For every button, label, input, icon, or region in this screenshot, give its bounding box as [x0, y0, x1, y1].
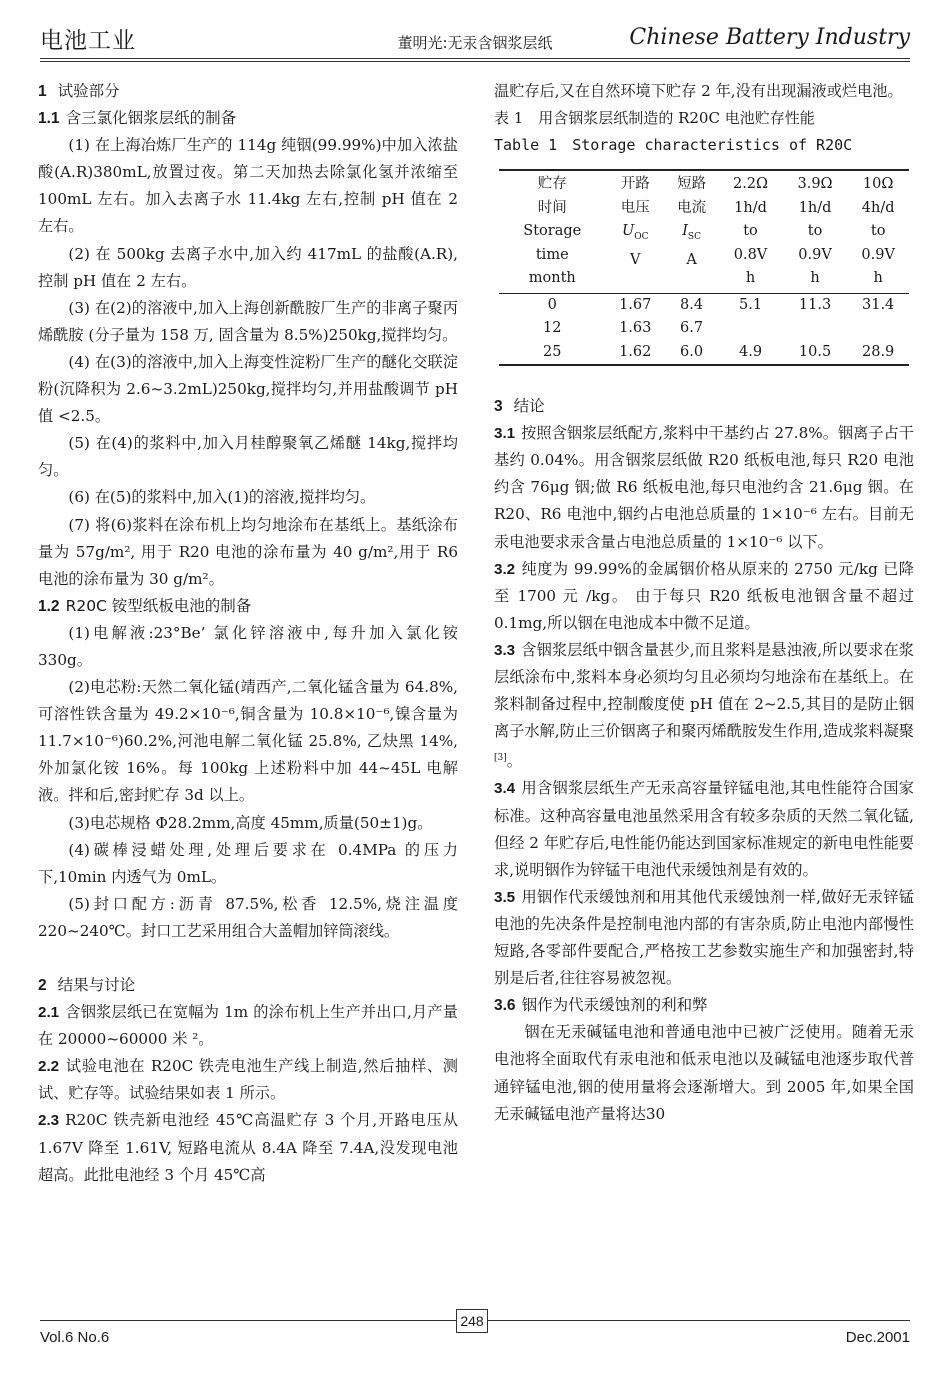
paragraph [38, 999, 458, 1053]
header-rule [40, 58, 910, 62]
paragraph-text: 。 [506, 752, 522, 771]
paragraph-text: 试验电池在 R20C 铁壳电池生产线上制造,然后抽样、测试、贮存等。试验结果如表 1 所示。 [38, 1057, 458, 1103]
paragraph-text: 用含铟浆层纸生产无汞高容量锌锰电池,其电性能符合国家标准。这种高容量电池虽然采用含有较多杂质的天然二氧化锰,但经 2 年贮存后,电性能仍能达到国家标准规定的新电电性能要求,说明铟作为锌锰干电池代汞缓蚀剂是有效的。 [494, 779, 914, 879]
header-line [665, 220, 718, 249]
paragraph [38, 1107, 458, 1188]
section-gap [494, 366, 914, 393]
subsection-heading-3-6 [494, 992, 914, 1019]
header-line: to [870, 223, 886, 240]
volume-number: Vol.6 No.6 [40, 1329, 110, 1346]
section-title: 结果与讨论 [57, 976, 136, 994]
table-cell: 6.7 [680, 320, 704, 337]
table-cell: 1.62 [606, 341, 665, 366]
paragraph [494, 420, 914, 555]
section-number: 1.2 [38, 597, 60, 615]
section-heading-1 [38, 78, 458, 105]
paragraph: (4) 在(3)的溶液中,加入上海变性淀粉厂生产的醚化交联淀粉(沉降积为 2.6~3.2mL)250kg,搅拌均匀,并用盐酸调节 pH 值 <2.5。 [38, 352, 458, 426]
header-line: 0.9V [798, 246, 832, 263]
paragraph [494, 556, 914, 637]
paragraph: 温贮存后,又在自然环境下贮存 2 年,没有出现漏液或烂电池。 [494, 82, 903, 100]
subscript-oc: OC [634, 231, 649, 242]
header-cell-current [665, 171, 718, 293]
header-line: 0.9V [861, 246, 895, 263]
section-number: 2.2 [38, 1058, 60, 1076]
symbol-u: U [621, 223, 635, 240]
header-line: 1h/d [734, 199, 767, 216]
paragraph-text: 含铟浆层纸中铟含量甚少,而且浆料是悬浊液,所以要求在浆层纸涂布中,浆料本身必须均匀且必须均匀地涂布在基纸上。在浆料制备过程中,控制酸度使 pH 值在 2~2.5,其目的是防止铟离子水解,防止三价铟离子和聚丙烯酰胺发生作用,造成浆料凝聚 [494, 640, 914, 741]
section-title: 结论 [513, 397, 545, 416]
header-cell-2-2-ohm [718, 171, 783, 293]
header-line: A [686, 252, 697, 269]
section-number: 3.1 [494, 425, 516, 443]
header-cell-3-9-ohm [783, 171, 848, 293]
section-number: 1.1 [38, 110, 60, 128]
header-line: 3.9Ω [797, 176, 833, 193]
paragraph-text: 用铟作代汞缓蚀剂和用其他代汞缓蚀剂一样,做好无汞锌锰电池的先决条件是控制电池内部的有害杂质,防止电池内部慢性短路,各零部件要配合,严格按工艺参数实施生产和加强密封,特别是后者,往往容易被忽视。 [494, 887, 914, 988]
paragraph: (1)电解液:23°Be’ 氯化锌溶液中,每升加入氯化铵 330g。 [38, 623, 458, 669]
header-line: month [528, 270, 576, 287]
paragraph: (1) 在上海冶炼厂生产的 114g 纯铟(99.99%)中加入浓盐酸(A.R)380mL,放置过夜。第二天加热去除氯化氢并浓缩至 100mL 左右。加入去离子水 11.4kg 左右,控制 pH 值在 2 左右。 [38, 136, 458, 236]
header-line: 2.2Ω [732, 176, 769, 193]
table-cell: 6.0 [665, 341, 718, 366]
section-number: 3.2 [494, 560, 516, 578]
header-line: 开路 [620, 176, 650, 193]
header-line: 10Ω [862, 176, 894, 193]
paragraph: 铟在无汞碱锰电池和普通电池中已被广泛使用。随着无汞电池将全面取代有汞电池和低汞电池以及碱锰电池逐步取代普通锌锰电池,铟的使用量将会逐渐增大。到 2005 年,如果全国无汞碱锰电池产量将达30 [494, 1023, 914, 1123]
paragraph [494, 775, 914, 883]
header-cell-10-ohm [847, 171, 909, 293]
table-cell: 12 [543, 320, 562, 337]
section-number: 3 [494, 398, 503, 416]
running-title: 董明光:无汞含铟浆层纸 [397, 34, 553, 52]
left-column [38, 78, 458, 1189]
table-cell: 8.4 [680, 296, 704, 313]
header-line: h [873, 270, 883, 287]
header-line: h [810, 270, 820, 287]
citation: [3] [494, 753, 507, 764]
table-caption-cn: 表 1 用含铟浆层纸制造的 R20C 电池贮存性能 [494, 109, 815, 128]
table-header-row [499, 171, 909, 293]
paragraph-text: 含铟浆层纸已在宽幅为 1m 的涂布机上生产并出口,月产量在 20000~60000 米 ²。 [38, 1003, 458, 1049]
paragraph: (5) 在(4)的浆料中,加入月桂醇聚氧乙烯醚 14kg,搅拌均匀。 [38, 434, 458, 480]
table-cell: 0 [547, 296, 557, 313]
paragraph: (2)电芯粉:天然二氧化锰(靖西产,二氧化锰含量为 64.8%,可溶性铁含量为 49.2×10⁻⁶,铜含量为 10.8×10⁻⁶,镍含量为 11.7×10⁻⁶)60.2%,河池电解二氧化锰 25.8%, 乙炔黑 14%, 外加氯化铵 16%。每 100kg 上述粉料中加 44~45L 电解液。拌和后,密封贮存 3d 以上。 [38, 678, 458, 805]
page-header [40, 0, 910, 62]
header-line: 4h/d [861, 199, 895, 216]
subsection-heading-1-2 [38, 593, 458, 620]
paragraph: (6) 在(5)的浆料中,加入(1)的溶液,搅拌均匀。 [68, 488, 376, 507]
paragraph: (4)碳棒浸蜡处理,处理后要求在 0.4MPa 的压力下,10min 内透气为 0mL。 [38, 840, 458, 886]
issue-date: Dec.2001 [845, 1329, 910, 1346]
table-row [499, 317, 909, 341]
table-cell: 4.9 [718, 341, 783, 366]
table-row [499, 293, 909, 317]
section-number: 3.5 [494, 888, 516, 906]
paragraph [494, 637, 914, 776]
table-cell [847, 317, 909, 341]
paragraph-text: 按照含铟浆层纸配方,浆料中干基约占 27.8%。铟离子占干基约 0.04%。用含铟浆层纸做 R20 纸板电池,每只 R20 电池约含 76μg 铟;做 R6 纸板电池,每只电池约含 21.6μg 铟。在 R20、R6 电池中,铟约占电池总质量的 1×10⁻⁶ 左右。目前无汞电池要求汞含量占电池总质量的 1×10⁻⁶ 以下。 [494, 424, 914, 551]
section-heading-2 [38, 972, 458, 999]
section-number: 2 [38, 977, 47, 994]
header-line [606, 220, 665, 249]
paragraph [494, 884, 914, 992]
header-line: 电压 [620, 199, 650, 216]
table-cell: 11.3 [798, 296, 832, 313]
page-footer [40, 1313, 910, 1351]
paragraph: (3)电芯规格 Φ28.2mm,高度 45mm,质量(50±1)g。 [68, 813, 433, 832]
journal-name-en: Chinese Battery Industry [629, 25, 910, 50]
page-number: 248 [456, 1309, 488, 1333]
table-cell: 10.5 [783, 341, 848, 366]
paragraph [38, 1053, 458, 1107]
section-heading-3 [494, 393, 914, 420]
subscript-sc: SC [687, 231, 701, 242]
section-number: 3.3 [494, 641, 516, 659]
table-cell: 1.63 [619, 320, 652, 337]
section-number: 3.6 [494, 997, 516, 1015]
paragraph-text: 纯度为 99.99%的金属铟价格从原来的 2750 元/kg 已降至 1700 元 /kg。 由于每只 R20 纸板电池铟含量不超过 0.1mg,所以铟在电池成本中微不足道。 [494, 559, 914, 632]
section-title: 铟作为代汞缓蚀剂的利和弊 [521, 996, 708, 1015]
section-number: 3.4 [494, 780, 516, 798]
header-line: 时间 [537, 199, 567, 216]
header-cell-storage [499, 171, 606, 293]
header-line: h [745, 270, 756, 287]
header-line: 贮存 [537, 176, 567, 193]
header-line: 1h/d [798, 199, 832, 216]
subsection-heading-1-1 [38, 105, 458, 132]
header-cell-voltage [606, 171, 665, 293]
section-number: 1 [38, 83, 47, 100]
table-caption-en: Table 1 Storage characteristics of R20C [494, 136, 853, 155]
paragraph: (7) 将(6)浆料在涂布机上均匀地涂布在基纸上。基纸涂布量为 57g/m², 用于 R20 电池的涂布量为 40 g/m²,用于 R6 电池的涂布量为 30 g/m²。 [38, 515, 458, 588]
header-line: to [743, 223, 758, 240]
paragraph-text: R20C 铁壳新电池经 45℃高温贮存 3 个月,开路电压从 1.67V 降至 1.61V, 短路电流从 8.4A 降至 7.4A,没发现电池超高。此批电池经 3 个月 45℃高 [38, 1111, 458, 1184]
table-cell: 5.1 [738, 296, 763, 313]
symbol-i: I [682, 223, 688, 240]
table-cell: 28.9 [847, 341, 909, 366]
header-line: Storage [523, 223, 582, 240]
table-cell [718, 317, 783, 341]
table-cell: 1.67 [619, 296, 652, 313]
section-title: 试验部分 [57, 82, 120, 100]
header-line: V [629, 252, 641, 269]
header-line: 短路 [677, 176, 707, 193]
table-cell: 31.4 [862, 296, 895, 313]
paragraph: (5)封口配方:沥青 87.5%,松香 12.5%,烧注温度 220~240℃。封口工艺采用组合大盖帽加锌筒滚线。 [38, 894, 458, 940]
table-cell: 25 [499, 341, 606, 366]
section-number: 2.1 [38, 1004, 60, 1022]
header-line: time [535, 246, 569, 263]
paragraph: (3) 在(2)的溶液中,加入上海创新酰胺厂生产的非离子聚丙烯酰胺 (分子量为 158 万, 固含量为 8.5%)250kg,搅拌均匀。 [38, 298, 458, 344]
journal-name-cn: 电池工业 [40, 28, 136, 54]
paragraph: (2) 在 500kg 去离子水中,加入约 417mL 的盐酸(A.R),控制 pH 值在 2 左右。 [38, 244, 458, 290]
table-cell [783, 317, 848, 341]
storage-table [499, 169, 909, 366]
section-gap [38, 945, 458, 972]
table-row [499, 341, 909, 366]
section-number: 2.3 [38, 1112, 60, 1130]
header-line: 0.8V [733, 246, 768, 263]
header-line: to [807, 223, 823, 240]
section-title: R20C 铵型纸板电池的制备 [65, 596, 252, 615]
header-line: 电流 [677, 199, 707, 216]
section-title: 含三氯化铟浆层纸的制备 [65, 109, 237, 128]
right-column [494, 78, 914, 1128]
